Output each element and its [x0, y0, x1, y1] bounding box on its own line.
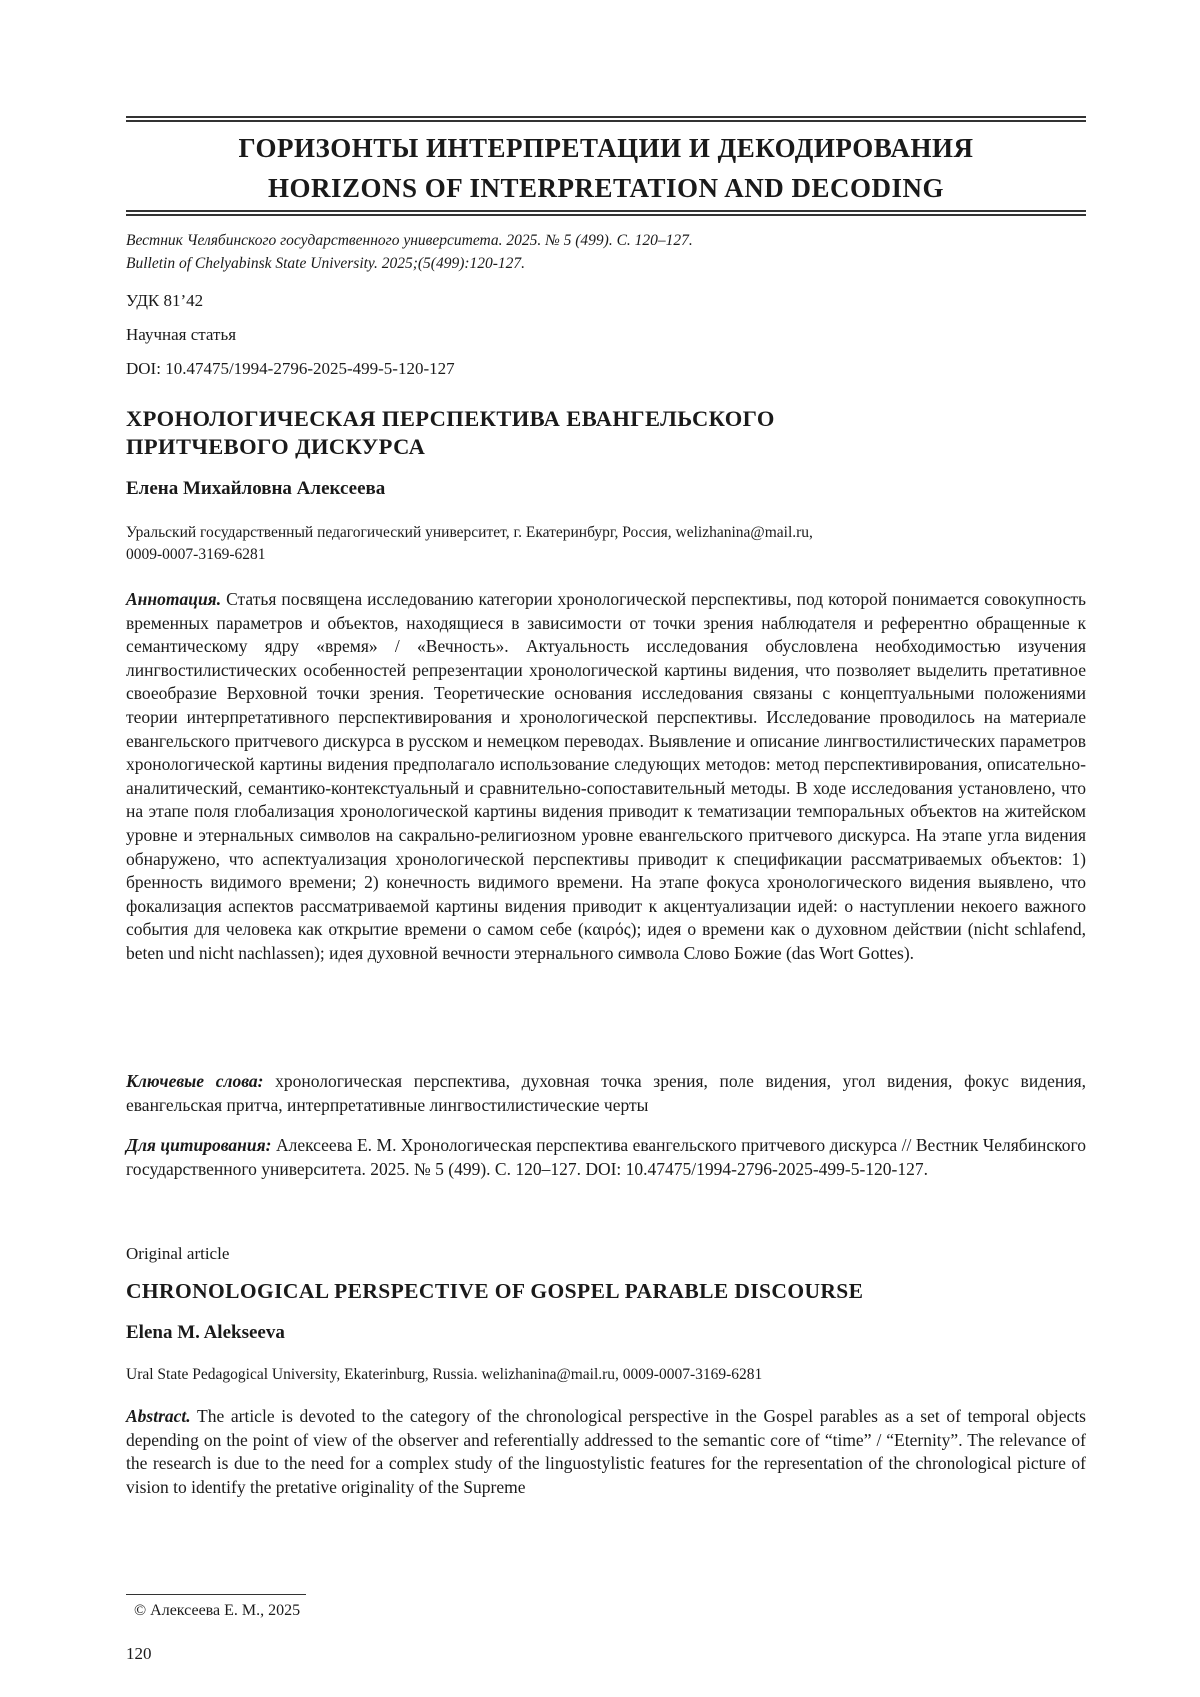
article-title-ru-line2: ПРИТЧЕВОГО ДИСКУРСА: [126, 434, 426, 459]
article-type-ru: Научная статья: [126, 325, 237, 344]
citation-ru-label: Для цитирования:: [126, 1135, 272, 1155]
affiliation-ru-line2: 0009-0007-3169-6281: [126, 546, 266, 563]
journal-citation-en: Bulletin of Chelyabinsk State University. 2025;(5(499):120-127.: [126, 255, 526, 272]
copyright-footnote: © Алексеева Е. М., 2025: [134, 1602, 301, 1619]
article-title-en: CHRONOLOGICAL PERSPECTIVE OF GOSPEL PARABLE DISCOURSE: [126, 1279, 864, 1303]
header-top-rule: [126, 116, 1086, 122]
article-title-ru-line1: ХРОНОЛОГИЧЕСКАЯ ПЕРСПЕКТИВА ЕВАНГЕЛЬСКОГО: [126, 406, 775, 431]
author-ru: Елена Михайловна Алексеева: [126, 478, 386, 499]
udk: УДК 81’42: [126, 291, 204, 310]
keywords-ru: [126, 1070, 1086, 1117]
abstract-en: [126, 1405, 1086, 1499]
abstract-ru-label: Аннотация.: [126, 589, 222, 609]
abstract-ru: [126, 588, 1086, 966]
article-type-en: Original article: [126, 1244, 230, 1263]
citation-ru-text: Алексеева Е. М. Хронологическая перспектива евангельского притчевого дискурса // Вестник Челябинского государственного университета. 2025. № 5 (499). С. 120–127. DOI: 10.47475/1994-2796-2025-499-5-120-127.: [126, 1135, 1087, 1179]
page-number: 120: [126, 1644, 152, 1663]
header-bottom-rule: [126, 210, 1086, 216]
journal-citation-ru: Вестник Челябинского государственного университета. 2025. № 5 (499). С. 120–127.: [126, 232, 693, 249]
doi: DOI: 10.47475/1994-2796-2025-499-5-120-127: [126, 359, 455, 378]
abstract-en-label: Abstract.: [126, 1406, 191, 1426]
keywords-ru-label: Ключевые слова:: [126, 1071, 264, 1091]
affiliation-en: Ural State Pedagogical University, Ekaterinburg, Russia. welizhanina@mail.ru, 0009-0007-3169-6281: [126, 1366, 763, 1383]
affiliation-ru-line1: Уральский государственный педагогический университет, г. Екатеринбург, Россия, welizhanina@mail.ru,: [126, 524, 813, 541]
section-title-en: HORIZONS OF INTERPRETATION AND DECODING: [267, 173, 945, 203]
author-en: Elena M. Alekseeva: [126, 1322, 285, 1343]
section-title-ru: ГОРИЗОНТЫ ИНТЕРПРЕТАЦИИ И ДЕКОДИРОВАНИЯ: [238, 133, 974, 163]
citation-ru: [126, 1134, 1086, 1181]
abstract-en-text: The article is devoted to the category of the chronological perspective in the Gospel parables as a set of temporal objects depending on the point of view of the observer and referentially addressed to the semantic core of “time” / “Eternity”. The relevance of the research is due to the need for a complex study of the linguostylistic features for the representation of the chronological picture of vision to identify the pretative originality of the Supreme: [126, 1406, 1086, 1497]
keywords-ru-text: хронологическая перспектива, духовная точка зрения, поле видения, угол видения, фокус видения, евангельская притча, интерпретативные лингвостилистические черты: [126, 1071, 1087, 1115]
footnote-rule: [126, 1594, 306, 1595]
abstract-ru-text: Статья посвящена исследованию категории хронологической перспективы, под которой понимается совокупность временных параметров и объектов, находящиеся в зависимости от точки зрения наблюдателя и референтно обращенные к семантическому ядру «время» / «Вечность». Актуальность исследования обусловлена необходимостью изучения лингвостилистических особенностей репрезентации хронологической картины видения, что позволяет выделить претативное своеобразие Верховной точки зрения. Теоретические основания исследования связаны с концептуальными положениями теории интерпретативного перспективирования и хронологической перспективы. Исследование проводилось на материале евангельского притчевого дискурса в русском и немецком переводах. Выявление и описание лингвостилистических параметров хронологической картины видения предполагало использование следующих методов: метод перспективирования, описательно-аналитический, семантико-контекстуальный и сравнительно-сопоставительный методы. В ходе исследования установлено, что на этапе поля глобализация хронологической картины видения приводит к тематизации темпоральных объектов на житейском уровне и этернальных символов на сакрально-религиозном уровне евангельского притчевого дискурса. На этапе угла видения обнаружено, что аспектуализация хронологической перспективы приводит к спецификации рассматриваемых объектов: 1) бренность видимого времени; 2) конечность видимого времени. На этапе фокуса хронологического видения выявлено, что фокализация аспектов рассматриваемой картины видения приводит к акцентуализации идей: о наступлении некоего важного события для человека как открытие времени о самом себе (καιρός); идея о времени как о духовном действии (nicht schlafend, beten und nicht nachlassen); идея духовной вечности этернального символа Слово Божие (das Wort Gottes).: [126, 589, 1087, 963]
